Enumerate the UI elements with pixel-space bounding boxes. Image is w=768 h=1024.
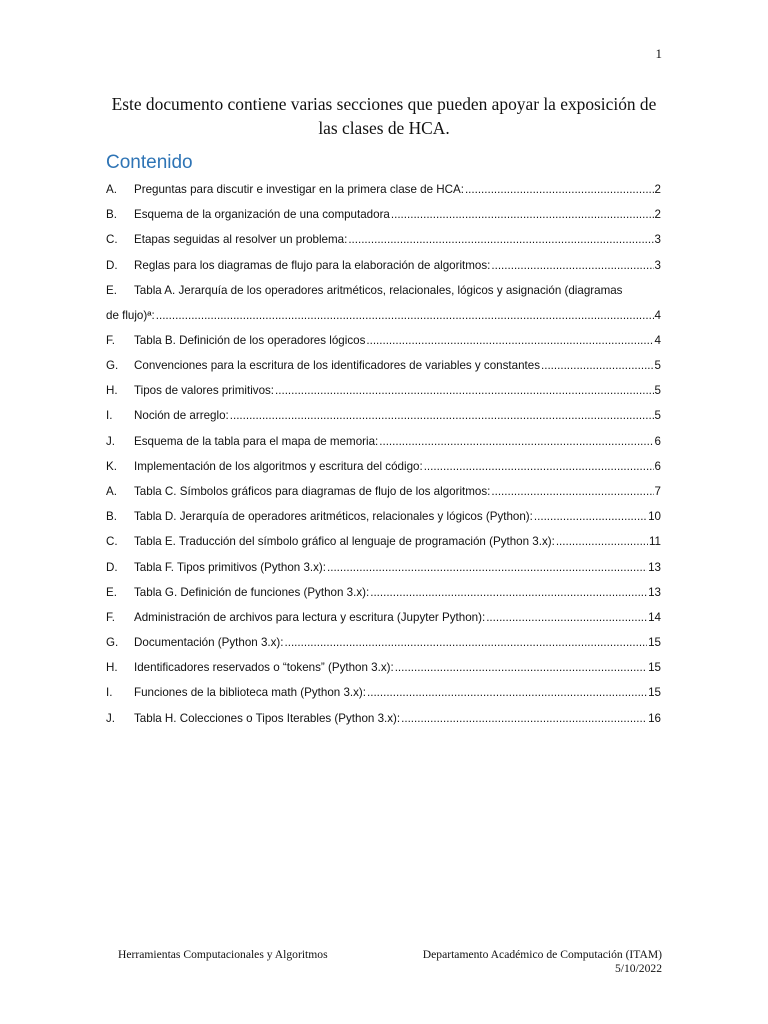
toc-leader-dots	[379, 435, 653, 448]
toc-letter: C.	[106, 233, 118, 247]
toc-leader-dots	[401, 712, 647, 725]
toc-title-continuation: de flujo)ª:	[106, 308, 155, 322]
toc-letter: K.	[106, 459, 117, 473]
toc-title: Tabla H. Colecciones o Tipos Iterables (Python 3.x):	[134, 711, 401, 725]
toc-title: Tabla E. Traducción del símbolo gráfico al lenguaje de programación (Python 3.x):	[134, 535, 555, 549]
toc-letter: J.	[106, 434, 116, 448]
toc-entry[interactable]	[106, 403, 661, 428]
toc-title: Tabla D. Jerarquía de operadores aritméticos, relacionales y lógicos (Python):	[134, 510, 533, 524]
toc-leader-dots	[541, 359, 654, 372]
toc-entry[interactable]	[106, 630, 661, 655]
toc-entry[interactable]	[106, 328, 661, 353]
toc-page-number: 16	[648, 711, 661, 725]
toc-page-number: 4	[654, 308, 661, 322]
toc-title: Administración de archivos para lectura y escritura (Jupyter Python):	[134, 610, 486, 624]
intro-paragraph: Este documento contiene varias secciones que pueden apoyar la exposición de las clases de HCA.	[111, 94, 657, 138]
toc-leader-dots	[491, 259, 653, 272]
toc-entry[interactable]	[106, 278, 661, 328]
toc-leader-dots	[395, 661, 647, 674]
toc-entry[interactable]	[106, 504, 661, 529]
toc-leader-dots	[556, 535, 648, 548]
toc-page-number: 15	[648, 661, 661, 675]
toc-title: Tabla A. Jerarquía de los operadores aritméticos, relacionales, lógicos y asignación (diagramas	[134, 283, 623, 297]
toc-page-number: 3	[654, 233, 661, 247]
toc-entry[interactable]	[106, 655, 661, 680]
toc-page-number: 2	[654, 183, 661, 197]
toc-title: Esquema de la tabla para el mapa de memoria:	[134, 434, 379, 448]
footer-department	[380, 948, 662, 976]
toc-page-number: 13	[648, 560, 661, 574]
toc-page-number: 5	[654, 409, 661, 423]
toc-title: Convenciones para la escritura de los identificadores de variables y constantes	[134, 359, 541, 373]
toc-entry[interactable]	[106, 202, 661, 227]
toc-letter: H.	[106, 384, 118, 398]
toc-page-number: 7	[654, 484, 661, 498]
toc-title: Esquema de la organización de una computadora	[134, 208, 390, 222]
toc-entry[interactable]	[106, 554, 661, 579]
toc-leader-dots	[465, 183, 654, 196]
toc-title: Etapas seguidas al resolver un problema:	[134, 233, 348, 247]
toc-letter: I.	[106, 686, 113, 700]
footer-date: 5/10/2022	[614, 962, 662, 975]
table-of-contents	[106, 177, 661, 731]
toc-entry[interactable]	[106, 353, 661, 378]
toc-leader-dots	[327, 561, 647, 574]
toc-leader-dots	[285, 636, 648, 649]
toc-leader-dots	[424, 460, 654, 473]
toc-letter: F.	[106, 333, 116, 347]
toc-letter: B.	[106, 208, 117, 222]
toc-letter: I.	[106, 409, 113, 423]
toc-title: Identificadores reservados o “tokens” (Python 3.x):	[134, 661, 394, 675]
toc-page-number: 4	[654, 333, 661, 347]
toc-entry[interactable]	[106, 227, 661, 252]
toc-page-number: 14	[648, 610, 661, 624]
toc-entry[interactable]	[106, 479, 661, 504]
toc-leader-dots	[156, 309, 654, 322]
toc-entry[interactable]	[106, 605, 661, 630]
toc-title: Funciones de la biblioteca math (Python 3.x):	[134, 686, 366, 700]
toc-page-number: 5	[654, 359, 661, 373]
toc-letter: G.	[106, 359, 119, 373]
toc-letter: A.	[106, 183, 117, 197]
toc-title: Tabla C. Símbolos gráficos para diagramas de flujo de los algoritmos:	[134, 484, 491, 498]
toc-entry[interactable]	[106, 680, 661, 705]
toc-leader-dots	[230, 409, 654, 422]
toc-entry[interactable]	[106, 454, 661, 479]
toc-title: Implementación de los algoritmos y escritura del código:	[134, 459, 423, 473]
page-number: 1	[655, 46, 662, 61]
toc-leader-dots	[348, 233, 653, 246]
contents-heading: Contenido	[106, 152, 193, 173]
toc-title: Documentación (Python 3.x):	[134, 636, 284, 650]
toc-page-number: 6	[654, 459, 661, 473]
toc-entry[interactable]	[106, 529, 661, 554]
toc-page-number: 5	[654, 384, 661, 398]
toc-title: Reglas para los diagramas de flujo para la elaboración de algoritmos:	[134, 258, 491, 272]
toc-title: Tabla G. Definición de funciones (Python 3.x):	[134, 585, 370, 599]
toc-leader-dots	[391, 208, 654, 221]
toc-leader-dots	[486, 611, 647, 624]
toc-letter: F.	[106, 610, 116, 624]
toc-entry[interactable]	[106, 177, 661, 202]
toc-leader-dots	[534, 510, 647, 523]
toc-leader-dots	[491, 485, 653, 498]
toc-leader-dots	[366, 334, 653, 347]
toc-page-number: 11	[648, 535, 661, 549]
toc-page-number: 2	[654, 208, 661, 222]
toc-entry[interactable]	[106, 253, 661, 278]
toc-page-number: 10	[648, 510, 661, 524]
toc-page-number: 3	[654, 258, 661, 272]
toc-letter: E.	[106, 585, 117, 599]
footer-course-name: Herramientas Computacionales y Algoritmos	[118, 948, 328, 961]
toc-letter: J.	[106, 711, 116, 725]
toc-leader-dots	[367, 686, 647, 699]
toc-entry[interactable]	[106, 580, 661, 605]
footer-department-name: Departamento Académico de Computación (ITAM)	[422, 948, 662, 961]
toc-letter: D.	[106, 258, 118, 272]
toc-letter: E.	[106, 283, 117, 297]
toc-letter: C.	[106, 535, 118, 549]
toc-title: Tipos de valores primitivos:	[134, 384, 275, 398]
toc-entry[interactable]	[106, 706, 661, 731]
toc-letter: A.	[106, 484, 117, 498]
toc-title: Tabla F. Tipos primitivos (Python 3.x):	[134, 560, 327, 574]
toc-letter: G.	[106, 636, 119, 650]
toc-page-number: 6	[654, 434, 661, 448]
toc-leader-dots	[275, 384, 654, 397]
toc-letter: D.	[106, 560, 118, 574]
toc-letter: B.	[106, 510, 117, 524]
toc-entry[interactable]	[106, 429, 661, 454]
toc-page-number: 13	[648, 585, 661, 599]
toc-entry[interactable]	[106, 378, 661, 403]
toc-letter: H.	[106, 661, 118, 675]
toc-page-number: 15	[648, 636, 661, 650]
toc-title: Preguntas para discutir e investigar en la primera clase de HCA:	[134, 183, 464, 197]
toc-page-number: 15	[648, 686, 661, 700]
toc-title: Noción de arreglo:	[134, 409, 229, 423]
toc-leader-dots	[370, 586, 647, 599]
toc-title: Tabla B. Definición de los operadores lógicos	[134, 333, 366, 347]
